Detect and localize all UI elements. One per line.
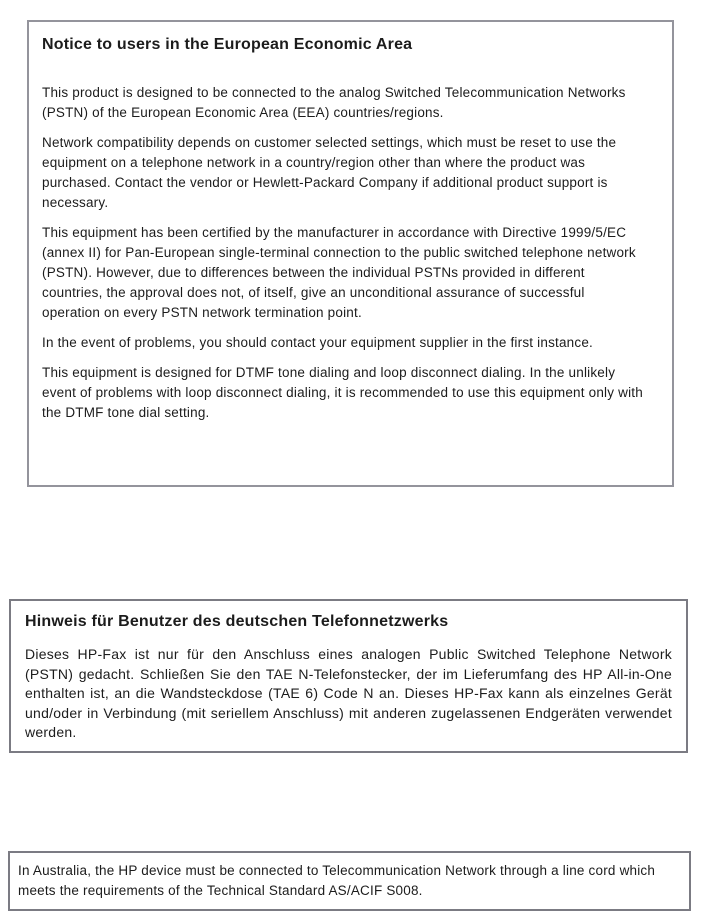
german-notice-title: Hinweis für Benutzer des deutschen Telefonnetzwerks: [25, 613, 449, 630]
eea-notice-paragraph: Network compatibility depends on customer selected settings, which must be reset to use the equipment on a telephone network in a country/region other than where the product was purchased. Contact the vendor or Hewlett-Packard Company if additional product support is necessary.: [42, 135, 617, 210]
german-notice-paragraph: Dieses HP-Fax ist nur für den Anschluss eines analogen Public Switched Telephone Network (PSTN) gedacht. Schließen Sie den TAE N-Telefonstecker, der im Lieferumfang des HP All-in-One enthalten ist, an die Wandsteckdose (TAE 6) Code N an. Dieses HP-Fax kann als einzelnes Gerät und/oder in Verbindung (mit seriellem Anschluss) mit anderen zugelassenen Endgeräten verwendet werden.: [25, 646, 672, 740]
australia-notice-paragraph: In Australia, the HP device must be connected to Telecommunication Network through a line cord which meets the requirements of the Technical Standard AS/ACIF S008.: [18, 863, 656, 898]
eea-notice-paragraph: This equipment is designed for DTMF tone dialing and loop disconnect dialing. In the unlikely event of problems with loop disconnect dialing, it is recommended to use this equipment only with the DTMF tone dial setting.: [42, 365, 643, 420]
eea-notice-paragraph: This equipment has been certified by the manufacturer in accordance with Directive 1999/5/EC (annex II) for Pan-European single-terminal connection to the public switched telephone network (PSTN). However, due to differences between the individual PSTNs provided in different countries, the approval does not, of itself, give an unconditional assurance of successful operation on every PSTN network termination point.: [42, 225, 636, 320]
eea-notice-paragraph: This product is designed to be connected to the analog Switched Telecommunication Networks (PSTN) of the European Economic Area (EEA) countries/regions.: [42, 85, 626, 120]
eea-notice-box: [27, 20, 674, 487]
australia-notice-box: [8, 851, 691, 911]
eea-notice-title: Notice to users in the European Economic Area: [42, 36, 413, 53]
german-notice-box: [9, 599, 688, 753]
eea-notice-paragraph: In the event of problems, you should contact your equipment supplier in the first instance.: [42, 335, 594, 350]
